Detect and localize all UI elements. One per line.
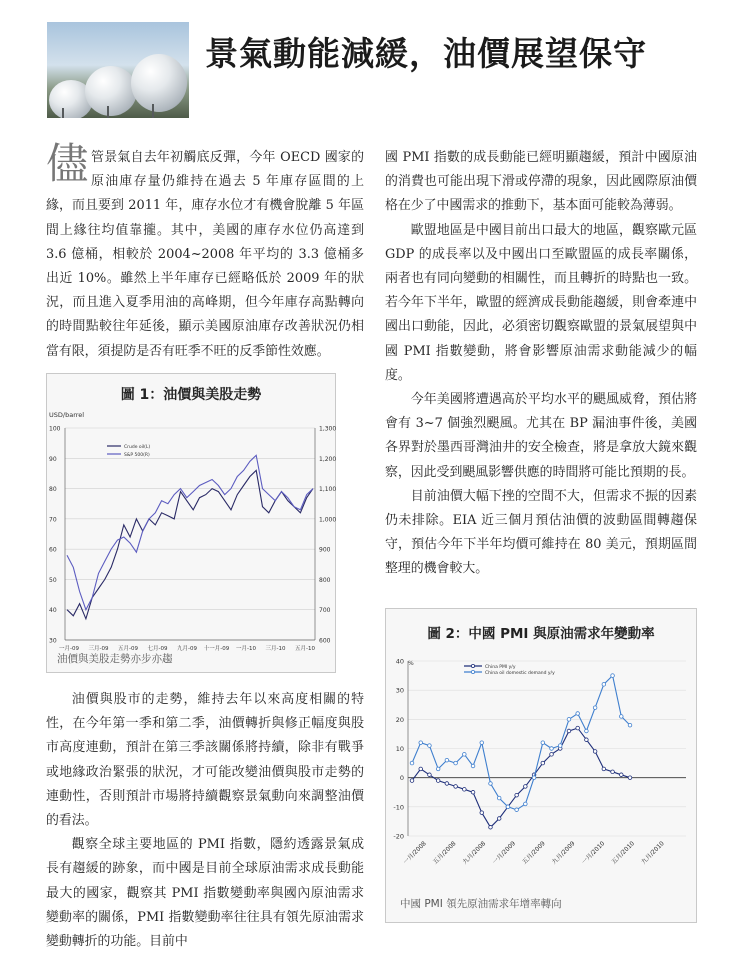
figure-2-point: [410, 761, 414, 765]
paragraph-3: 觀察全球主要地區的 PMI 指數，隱約透露景氣成長有趨緩的跡象，而中國是目前全球原油需求成長動能最大的國家，觀察其 PMI 指數變動率與國內原油需求變動率的關係，PMI 指數變動率往往具有領先原油需求變動轉折的功能。目前中: [46, 837, 364, 950]
figure-2-point: [602, 683, 606, 687]
figure-2-point: [558, 744, 562, 748]
figure-2-point: [524, 802, 528, 806]
figure-2-point: [593, 750, 597, 754]
figure-2-x-tick-label: 五月/2010: [610, 840, 637, 866]
figure-2-point: [515, 808, 519, 812]
figure-1-left-tick-label: 30: [49, 637, 57, 645]
figure-2-point: [585, 738, 589, 742]
figure-1-left-tick-label: 100: [49, 425, 61, 433]
figure-2-y-tick-label: 40: [395, 657, 404, 666]
figure-2-x-tick-label: 一月/2010: [580, 840, 607, 866]
figure-1-x-tick-label: 十一月-09: [203, 646, 230, 652]
figure-1-x-tick-label: 七月-09: [147, 646, 168, 652]
left-column-bottom: [46, 688, 364, 954]
figure-2-point: [541, 741, 545, 745]
figure-2-point: [619, 773, 623, 777]
figure-2-legend-marker: [471, 670, 474, 673]
figure-2-point: [628, 723, 632, 727]
figure-1-right-tick-label: 900: [319, 546, 331, 554]
figure-2-point: [463, 753, 467, 757]
figure-2-point: [489, 782, 493, 786]
figure-1-caption: 油價與美股走勢亦步亦趨: [57, 653, 173, 665]
figure-2-point: [593, 706, 597, 710]
figure-2-y-tick-label: -10: [393, 803, 404, 812]
figure-2-point: [628, 776, 632, 780]
figure-1-left-tick-label: 80: [49, 486, 57, 494]
figure-1-right-tick-label: 1,300: [319, 425, 337, 433]
figure-2-point: [585, 729, 589, 733]
figure-2-point: [602, 767, 606, 771]
figure-2-point: [550, 753, 554, 757]
figure-2-legend-marker: [471, 664, 474, 667]
figure-2-y-tick-label: 10: [395, 745, 404, 753]
figure-1-title: 圖 1：油價與美股走勢: [120, 387, 262, 403]
figure-1-x-tick-label: 九月-09: [177, 646, 197, 652]
figure-1-legend-label: Crude oil(L): [124, 445, 151, 450]
figure-1-left-tick-label: 60: [49, 546, 57, 554]
figure-1-right-tick-label: 600: [319, 637, 331, 645]
figure-2-y-tick-label: 30: [395, 686, 404, 695]
figure-2-point: [532, 776, 536, 780]
figure-2-point: [619, 715, 623, 719]
figure-1-right-tick-label: 800: [319, 576, 331, 584]
figure-2-x-tick-label: 五月/2009: [521, 840, 547, 866]
figure-2-title: 圖 2：中國 PMI 與原油需求年變動率: [427, 626, 655, 642]
figure-1-x-tick-label: 五月-10: [295, 646, 315, 652]
figure-2-point: [497, 817, 501, 821]
figure-1-x-tick-label: 三月-10: [265, 646, 286, 652]
figure-1-series-line: [67, 455, 313, 609]
figure-2-point: [445, 782, 449, 786]
figure-2-point: [506, 805, 510, 809]
figure-2-point: [463, 788, 467, 792]
figure-2-x-tick-label: 九月/2009: [550, 840, 577, 866]
figure-1-left-tick-label: 90: [49, 455, 57, 463]
figure-2-point: [471, 764, 475, 768]
figure-2-chart: [386, 651, 698, 906]
figure-2-point: [454, 785, 458, 789]
figure-1-chart: [47, 404, 337, 666]
paragraph-1: 儘管景氣自去年初觸底反彈，今年 OECD 國家的原油庫存量仍維持在過去 5 年庫存區間的上緣，而且要到 2011 年，庫存水位才有機會脫離 5 年區間上緣往均值靠攏。其中，美國的庫存水位仍高達到 3.6 億桶，相較於 2004~2008 年平均的 3.3 億桶多出近 10%。雖然上半年庫存已經略低於 2009 年的狀況，而且進入夏季用油的高峰期，但今年庫存高點轉向的時間點較往年延後，顯示美國原油庫存改善狀況仍相當有限，須提防是否有旺季不旺的反季節性效應。: [46, 139, 364, 359]
figure-2-legend-label: China oil domestic demand y/y: [485, 671, 555, 676]
right-column-top: [385, 146, 697, 582]
figure-1-left-tick-label: 50: [49, 576, 57, 584]
figure-2-y-tick-label: 20: [395, 715, 404, 724]
figure-2-point: [524, 785, 528, 789]
figure-2-point: [436, 779, 440, 783]
figure-2-x-tick-label: 九月/2008: [461, 840, 488, 866]
figure-2-point: [611, 674, 615, 678]
figure-2-point: [497, 796, 501, 800]
figure-2-y-tick-label: 0: [399, 774, 404, 783]
figure-2-point: [541, 761, 545, 765]
figure-1-right-tick-label: 1,200: [319, 455, 337, 463]
header-photo-oil-tanks: [47, 22, 189, 118]
figure-2-x-tick-label: 五月/2008: [431, 840, 458, 866]
figure-1-right-tick-label: 1,000: [319, 516, 337, 524]
figure-2-y-tick-label: -20: [393, 832, 404, 841]
figure-2-point: [480, 811, 484, 815]
figure-2-point: [419, 741, 423, 745]
dropcap: 儘: [46, 139, 89, 188]
figure-1-series-line: [67, 470, 313, 618]
figure-1-x-tick-label: 三月-09: [88, 646, 109, 652]
figure-2-point: [428, 773, 432, 777]
paragraph-5: 歐盟地區是中國目前出口最大的地區，觀察歐元區 GDP 的成長率以及中國出口至歐盟區的成長率關係，兩者也有同向變動的相關性，而且轉折的時點也一致。若今年下半年，歐盟的經濟成長動能趨緩，則會牽連中國出口動能，因此，必須密切觀察歐盟的景氣展望與中國 PMI 指數變動，將會影響原油需求動能減少的幅度。: [385, 222, 697, 383]
figure-2-legend-label: China PMI y/y: [485, 665, 516, 670]
figure-2-point: [480, 741, 484, 745]
figure-2-series-line: [412, 676, 630, 810]
figure-2-point: [550, 747, 554, 751]
figure-1-left-tick-label: 40: [49, 607, 57, 615]
figure-1-x-tick-label: 一月-10: [236, 646, 256, 652]
figure-2-point: [410, 779, 414, 783]
figure-2-point: [567, 729, 571, 733]
figure-1-left-axis-label: USD/barrel: [49, 411, 85, 419]
figure-2-point: [436, 767, 440, 771]
paragraph-4: 國 PMI 指數的成長動能已經明顯趨緩，預計中國原油的消費也可能出現下滑或停滯的現象，因此國際原油價格在少了中國需求的推動下，基本面可能較為薄弱。: [385, 150, 697, 214]
figure-1-x-tick-label: 五月-09: [118, 646, 138, 652]
figure-2-point: [419, 767, 423, 771]
figure-2-point: [454, 761, 458, 765]
figure-2-point: [567, 718, 571, 722]
figure-1-right-tick-label: 700: [319, 607, 331, 615]
page-title: 景氣動能減緩，油價展望保守: [205, 34, 647, 73]
figure-1-x-tick-label: 一月-09: [59, 646, 79, 652]
figure-2-caption: 中國 PMI 領先原油需求年增率轉向: [400, 898, 562, 910]
figure-2-point: [445, 758, 449, 762]
figure-2-point: [471, 790, 475, 794]
figure-2-point: [611, 770, 615, 774]
figure-1: [46, 373, 336, 673]
figure-1-legend-label: S&P 500(R): [124, 453, 150, 458]
figure-1-right-tick-label: 1,100: [319, 486, 337, 494]
figure-2-point: [489, 825, 493, 829]
figure-2-axis-unit: %: [408, 660, 414, 667]
paragraph-2: 油價與股市的走勢，維持去年以來高度相關的特性，在今年第一季和第二季，油價轉折與修正幅度與股市高度連動，預計在第三季該關係將持續，除非有戰爭或地緣政治緊張的狀況，才可能改變油價與股市走勢的連動性，否則預計市場將持續觀察景氣動向來調整油價的看法。: [46, 692, 364, 829]
left-column-top: [46, 139, 364, 364]
figure-2-x-tick-label: 一月/2008: [402, 840, 428, 866]
figure-2-point: [576, 726, 580, 730]
figure-2-point: [428, 744, 432, 748]
figure-2: [385, 608, 697, 923]
figure-2-x-tick-label: 一月/2009: [491, 840, 518, 866]
figure-2-point: [515, 793, 519, 797]
figure-2-point: [576, 712, 580, 716]
paragraph-6: 今年美國將遭遇高於平均水平的颶風威脅，預估將會有 3~7 個強烈颶風。尤其在 BP 漏油事件後，美國各界對於墨西哥灣油井的安全檢查，將是拿放大鏡來觀察，因此受到颶風影響供應的時間將可能比預期的長。: [385, 392, 697, 480]
paragraph-7: 目前油價大幅下挫的空間不大，但需求不振的因素仍未排除。EIA 近三個月預估油價的波動區間轉趨保守，預估今年下半年均價可維持在 80 美元，預期區間整理的機會較大。: [385, 488, 697, 577]
figure-2-x-tick-label: 九月/2010: [640, 840, 666, 866]
figure-1-left-tick-label: 70: [49, 516, 57, 524]
